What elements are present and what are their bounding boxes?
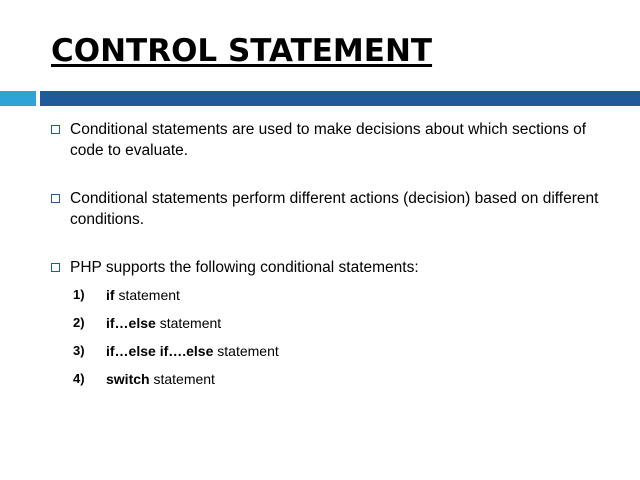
statement-suffix: statement — [114, 287, 180, 303]
list-number: 3) — [73, 343, 85, 358]
accent-band-left — [0, 91, 36, 106]
statement-keyword: if…else — [106, 315, 156, 331]
list-number: 1) — [73, 287, 85, 302]
square-bullet-icon — [51, 125, 60, 134]
statement-suffix: statement — [155, 315, 222, 331]
bullet-text: Conditional statements are used to make decisions about which sections of code to evaluate. — [70, 121, 587, 159]
list-item — [70, 313, 611, 333]
list-number: 2) — [73, 315, 85, 330]
statement-keyword: if…else if….else — [106, 343, 214, 359]
list-number: 4) — [73, 371, 85, 386]
bullet-item — [51, 188, 611, 230]
bullet-text: Conditional statements perform different actions (decision) based on different conditions. — [70, 190, 599, 228]
slide-title: CONTROL STATEMENT — [51, 33, 433, 69]
list-item — [70, 285, 611, 305]
statement-suffix: statement — [149, 371, 215, 387]
statement-suffix: statement — [213, 343, 279, 359]
statement-keyword: switch — [106, 371, 150, 387]
bullet-text: PHP supports the following conditional statements: — [70, 259, 419, 276]
list-item — [70, 369, 611, 389]
bullet-item — [51, 257, 611, 389]
list-item — [70, 341, 611, 361]
statement-keyword: if — [106, 287, 115, 303]
square-bullet-icon — [51, 263, 60, 272]
bullet-list — [51, 119, 611, 389]
accent-band-right — [40, 91, 640, 106]
conditional-statement-list — [70, 285, 611, 389]
square-bullet-icon — [51, 194, 60, 203]
bullet-item — [51, 119, 611, 161]
